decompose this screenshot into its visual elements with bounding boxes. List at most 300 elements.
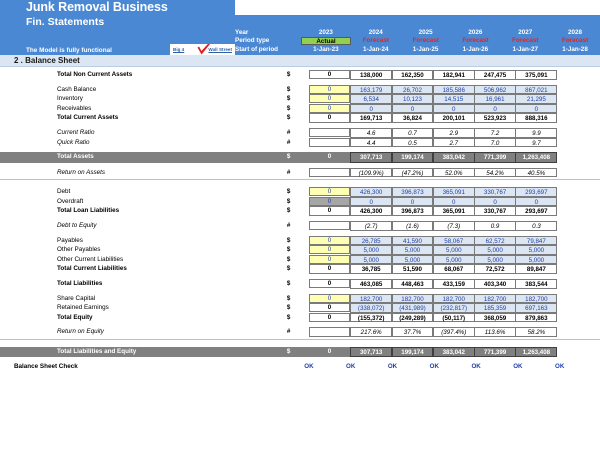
forecast-cells <box>350 245 600 255</box>
brand-logo <box>170 44 235 55</box>
cell-value[interactable]: (249,289) <box>392 313 434 323</box>
row-label: Current Ratio <box>57 128 95 136</box>
cell-value[interactable]: 506,962 <box>474 85 516 95</box>
cell-value[interactable]: 0 <box>515 197 557 207</box>
row-label: Other Payables <box>57 246 101 254</box>
period-type-cell: Forecast <box>362 36 390 44</box>
cell-value[interactable]: 368,059 <box>474 313 516 323</box>
cell-value[interactable]: 2.7 <box>433 138 475 148</box>
cell-value[interactable]: 396,873 <box>392 206 434 216</box>
row-unit: $ <box>286 236 291 244</box>
cell-2023[interactable] <box>309 104 351 114</box>
table-row <box>0 255 600 265</box>
start-date-cell: 1-Jan-25 <box>412 45 439 53</box>
cell-value[interactable]: 5,000 <box>515 245 557 255</box>
year-cell: 2027 <box>518 28 533 36</box>
status-badge: OK <box>513 363 523 371</box>
cell-value[interactable]: 182,700 <box>515 294 557 304</box>
label-year: Year <box>235 28 249 36</box>
cell-2023[interactable] <box>309 236 351 246</box>
forecast-cells <box>350 113 600 123</box>
row-unit: $ <box>286 188 291 196</box>
cell-value[interactable]: 0 <box>309 303 351 312</box>
row-unit: $ <box>286 95 291 103</box>
row-label: Total Loan Liabilities <box>57 207 120 215</box>
year-cell: 2026 <box>468 28 483 36</box>
cell-value[interactable]: (155,372) <box>350 313 392 323</box>
row-label: Debt <box>57 188 71 196</box>
table-row <box>0 104 600 114</box>
title-row-filler <box>235 0 600 15</box>
cell-value[interactable]: 40.5% <box>515 168 557 178</box>
row-unit: $ <box>286 197 291 205</box>
period-type-cell: Forecast <box>561 36 589 44</box>
cell-value[interactable]: 247,475 <box>474 70 516 80</box>
table-row <box>0 236 600 246</box>
row-unit: # <box>286 168 291 176</box>
table-row <box>0 70 600 80</box>
cell-value[interactable]: 0 <box>433 197 475 207</box>
logo-column <box>170 29 235 55</box>
cell-value[interactable]: 113.6% <box>474 327 516 337</box>
cell-value[interactable]: 771,399 <box>474 152 516 163</box>
cell-value[interactable]: 330,767 <box>474 206 516 216</box>
start-date-cell: 1-Jan-26 <box>462 45 489 53</box>
cell-value[interactable]: (431,989) <box>392 303 434 313</box>
cell-value[interactable]: 2.9 <box>433 128 475 138</box>
cell-value[interactable]: (50,117) <box>433 313 475 323</box>
row-unit: # <box>286 128 291 136</box>
cell-value[interactable]: 330,767 <box>474 187 516 197</box>
cell-2023[interactable] <box>309 303 351 313</box>
year-cell: 2028 <box>568 28 583 36</box>
header-band <box>0 29 600 55</box>
cell-empty[interactable] <box>309 138 351 147</box>
divider <box>0 339 600 340</box>
cell-value[interactable]: 0 <box>309 113 351 122</box>
row-label: Share Capital <box>57 294 96 302</box>
cell-empty[interactable] <box>309 168 351 177</box>
cell-value[interactable]: 383,042 <box>433 152 475 163</box>
cell-value[interactable]: 426,300 <box>350 206 392 216</box>
cell-value[interactable]: 182,700 <box>474 294 516 304</box>
row-label: Inventory <box>57 95 83 103</box>
cell-value[interactable]: 199,174 <box>392 152 434 163</box>
row-unit: $ <box>286 294 291 302</box>
title-row <box>0 0 600 15</box>
cell-2023[interactable] <box>309 197 351 207</box>
cell-value[interactable]: 36,785 <box>350 264 392 274</box>
cell-value[interactable]: 771,399 <box>474 347 516 358</box>
cell-2023[interactable]: 0 <box>309 152 351 163</box>
cell-value[interactable]: 0 <box>309 70 351 79</box>
start-date-row <box>301 46 600 54</box>
period-type-row <box>301 37 600 46</box>
cell-value[interactable]: 375,091 <box>515 70 557 80</box>
cell-value[interactable]: 9.7 <box>515 138 557 148</box>
forecast-cells <box>350 152 600 163</box>
row-label: Debt to Equity <box>57 222 97 230</box>
cell-value[interactable]: 0 <box>474 197 516 207</box>
cell-value[interactable]: 62,572 <box>474 236 516 246</box>
cell-value[interactable]: 0 <box>309 279 351 288</box>
cell-value[interactable]: 14,515 <box>433 94 475 104</box>
cell-value[interactable]: 200,101 <box>433 113 475 123</box>
table-row <box>0 152 600 163</box>
row-unit: $ <box>286 104 291 112</box>
table-row <box>0 113 600 123</box>
cell-value[interactable]: (232,817) <box>433 303 475 313</box>
status-badge: OK <box>555 363 565 371</box>
balance-check-row <box>0 362 600 372</box>
cell-value[interactable]: (397.4%) <box>433 327 475 337</box>
forecast-cells <box>350 206 600 216</box>
table-row <box>0 128 600 138</box>
cell-value[interactable]: 182,941 <box>433 70 475 80</box>
cell-value[interactable]: 185,359 <box>474 303 516 313</box>
subtitle-row <box>0 15 600 29</box>
cell-value[interactable]: 0.7 <box>392 128 434 138</box>
cell-value[interactable]: 5,000 <box>433 245 475 255</box>
cell-value[interactable]: 433,159 <box>433 279 475 289</box>
table-row <box>0 206 600 216</box>
row-unit: $ <box>286 246 291 254</box>
forecast-cells <box>350 221 600 231</box>
cell-value[interactable]: 182,700 <box>433 294 475 304</box>
cell-value[interactable]: 0 <box>433 104 475 114</box>
cell-2023[interactable] <box>309 221 351 231</box>
checkmark-icon <box>196 44 212 55</box>
cell-2023[interactable] <box>309 245 351 255</box>
cell-value[interactable]: 0 <box>392 104 434 114</box>
table-row <box>0 221 600 231</box>
table-row <box>0 245 600 255</box>
cell-value[interactable]: 0 <box>309 245 351 254</box>
cell-value[interactable]: 58.2% <box>515 327 557 337</box>
forecast-cells <box>350 255 600 265</box>
cell-value[interactable]: 54.2% <box>474 168 516 178</box>
cell-value[interactable]: 365,091 <box>433 187 475 197</box>
cell-value[interactable]: 7.0 <box>474 138 516 148</box>
cell-value[interactable]: 888,316 <box>515 113 557 123</box>
cell-2023[interactable] <box>309 264 351 274</box>
forecast-cells <box>350 94 600 104</box>
row-unit: # <box>286 328 291 336</box>
workbook-header <box>0 0 600 55</box>
row-unit: # <box>286 222 291 230</box>
row-label: Total Non Current Assets <box>57 71 133 78</box>
period-type-cell: Forecast <box>412 36 439 44</box>
row-unit: $ <box>286 71 291 78</box>
cell-value[interactable]: 1,263,408 <box>515 152 557 163</box>
row-unit: $ <box>286 280 291 287</box>
table-row <box>0 187 600 197</box>
label-period-type: Period type <box>235 37 270 44</box>
cell-2023[interactable] <box>309 206 351 216</box>
cell-value[interactable]: 138,000 <box>350 70 392 80</box>
cell-value[interactable]: 6,534 <box>350 94 392 104</box>
cell-value[interactable]: 383,042 <box>433 347 475 358</box>
cell-2023[interactable] <box>309 138 351 148</box>
status-badge: OK <box>429 363 439 371</box>
cell-value[interactable]: 185,586 <box>433 85 475 95</box>
model-status-note: The Model is fully functional <box>26 47 112 54</box>
forecast-cells <box>350 294 600 304</box>
cell-value[interactable]: 0 <box>309 85 351 94</box>
year-header-row <box>301 29 600 37</box>
cell-value[interactable]: (1.6) <box>392 221 434 231</box>
start-date-cell: 1-Jan-28 <box>562 45 588 53</box>
row-unit: $ <box>286 207 291 215</box>
cell-value[interactable]: 9.9 <box>515 128 557 138</box>
row-unit: $ <box>286 114 291 122</box>
cell-value[interactable]: 5,000 <box>350 245 392 255</box>
table-row <box>0 327 600 337</box>
cell-value[interactable]: 4.4 <box>350 138 392 148</box>
cell-value[interactable]: 879,863 <box>515 313 557 323</box>
cell-value[interactable]: 0 <box>309 104 351 113</box>
period-columns <box>301 29 600 55</box>
cell-2023[interactable] <box>309 279 351 289</box>
cell-value[interactable]: (2.7) <box>350 221 392 231</box>
cell-value[interactable]: 5,000 <box>474 245 516 255</box>
table-row <box>0 313 600 323</box>
cell-value[interactable]: 36,824 <box>392 113 434 123</box>
cell-value[interactable]: 0 <box>309 255 351 264</box>
cell-value[interactable]: 0 <box>474 104 516 114</box>
forecast-cells <box>350 303 600 313</box>
status-badge: OK <box>387 363 398 371</box>
row-label: Retained Earnings <box>57 304 109 312</box>
cell-value[interactable]: (109.9%) <box>350 168 392 178</box>
cell-value[interactable]: 7.2 <box>474 128 516 138</box>
cell-value[interactable]: 307,713 <box>350 152 392 163</box>
cell-value[interactable]: 217.6% <box>350 327 392 337</box>
row-label: Return on Equity <box>57 328 104 336</box>
cell-value[interactable]: 41,590 <box>392 236 434 246</box>
cell-2023[interactable] <box>309 128 351 138</box>
cell-value[interactable]: 10,123 <box>392 94 434 104</box>
year-cell: 2023 <box>318 28 333 36</box>
forecast-cells <box>350 187 600 197</box>
cell-value[interactable]: 16,961 <box>474 94 516 104</box>
cell-2023[interactable] <box>309 94 351 104</box>
row-label: Total Current Liabilities <box>57 265 127 273</box>
cell-value[interactable]: 307,713 <box>350 347 392 358</box>
row-unit: # <box>286 138 291 146</box>
cell-value[interactable]: 182,700 <box>350 294 392 304</box>
status-badge: OK <box>304 363 314 371</box>
header-row-labels <box>235 29 301 55</box>
balance-check-label: Balance Sheet Check <box>14 363 78 371</box>
cell-value[interactable]: (7.3) <box>433 221 475 231</box>
cell-value[interactable]: 0 <box>309 264 351 273</box>
cell-2023[interactable] <box>309 168 351 178</box>
cell-2023[interactable] <box>309 113 351 123</box>
forecast-cells <box>350 264 600 274</box>
table-row <box>0 197 600 207</box>
forecast-cells <box>350 279 600 289</box>
page-subtitle: Fin. Statements <box>26 16 105 28</box>
cell-value[interactable]: (338,072) <box>350 303 392 313</box>
cell-value[interactable]: 89,847 <box>515 264 557 274</box>
cell-value[interactable]: 162,350 <box>392 70 434 80</box>
year-cell: 2024 <box>368 28 383 36</box>
cell-2023[interactable] <box>309 187 351 197</box>
cell-2023[interactable] <box>309 85 351 95</box>
cell-value[interactable]: 0 <box>309 187 351 196</box>
table-row <box>0 279 600 289</box>
row-label: Total Equity <box>57 313 93 321</box>
cell-value[interactable]: 199,174 <box>392 347 434 358</box>
table-row <box>0 168 600 178</box>
cell-value[interactable]: 163,179 <box>350 85 392 95</box>
year-cell: 2025 <box>418 28 433 36</box>
row-label: Other Current Liabilities <box>57 255 124 263</box>
table-row <box>0 85 600 95</box>
cell-value[interactable]: 0 <box>309 294 351 303</box>
cell-value[interactable]: 0 <box>309 236 351 245</box>
cell-value[interactable]: 1,263,408 <box>515 347 557 358</box>
cell-2023[interactable] <box>309 327 351 337</box>
row-unit: $ <box>286 304 291 312</box>
cell-value[interactable]: (47.2%) <box>392 168 434 178</box>
row-label: Cash Balance <box>57 85 97 93</box>
cell-value[interactable]: 5,000 <box>515 255 557 265</box>
cell-value[interactable]: 5,000 <box>392 255 434 265</box>
cell-value[interactable]: 0 <box>309 94 351 103</box>
cell-value[interactable]: 365,091 <box>433 206 475 216</box>
label-start-of-period: Start of period <box>235 45 279 53</box>
model-note-wrap <box>0 29 170 55</box>
table-row <box>0 347 600 358</box>
cell-value[interactable]: 4.6 <box>350 128 392 138</box>
cell-value[interactable]: 51,590 <box>392 264 434 274</box>
cell-value[interactable]: 26,785 <box>350 236 392 246</box>
cell-value[interactable]: 68,067 <box>433 264 475 274</box>
cell-value[interactable]: 293,697 <box>515 206 557 216</box>
cell-2023[interactable] <box>309 255 351 265</box>
cell-value[interactable]: 463,085 <box>350 279 392 289</box>
forecast-cells <box>350 168 600 178</box>
cell-value[interactable]: 396,873 <box>392 187 434 197</box>
cell-empty[interactable] <box>309 327 351 336</box>
cell-value[interactable]: 523,923 <box>474 113 516 123</box>
divider <box>0 179 600 180</box>
company-title: Junk Removal Business <box>0 0 235 15</box>
row-label: Total Liabilities and Equity <box>0 347 287 358</box>
start-date-cell: 1-Jan-27 <box>512 45 538 53</box>
table-row <box>0 94 600 104</box>
cell-value[interactable]: 0.3 <box>515 221 557 231</box>
cell-value[interactable]: 21,295 <box>515 94 557 104</box>
row-unit: $ <box>287 347 309 358</box>
cell-value[interactable]: 0 <box>350 197 392 207</box>
balance-sheet-table <box>0 67 600 372</box>
cell-value[interactable]: 182,700 <box>392 294 434 304</box>
cell-value[interactable]: 72,572 <box>474 264 516 274</box>
cell-value[interactable]: 403,340 <box>474 279 516 289</box>
table-row <box>0 264 600 274</box>
cell-2023[interactable] <box>309 313 351 323</box>
table-row <box>0 138 600 148</box>
row-unit: $ <box>286 313 291 321</box>
table-row <box>0 294 600 304</box>
period-type-cell: Forecast <box>512 36 539 44</box>
cell-value[interactable]: 0 <box>309 197 351 206</box>
cell-value[interactable]: 448,463 <box>392 279 434 289</box>
cell-value[interactable]: 0 <box>350 104 392 114</box>
row-label: Receivables <box>57 104 92 112</box>
forecast-cells <box>350 327 600 337</box>
cell-2023[interactable] <box>309 294 351 304</box>
status-badge: OK <box>346 363 356 371</box>
forecast-cells <box>350 347 600 358</box>
row-label: Return on Assets <box>57 168 106 176</box>
cell-value[interactable]: 37.7% <box>392 327 434 337</box>
start-date-cell: 1-Jan-23 <box>313 45 339 53</box>
cell-value[interactable]: 52.0% <box>433 168 475 178</box>
cell-value[interactable]: 0 <box>515 104 557 114</box>
cell-value[interactable]: 867,021 <box>515 85 557 95</box>
cell-value[interactable]: 26,702 <box>392 85 434 95</box>
start-date-cell: 1-Jan-24 <box>362 45 389 53</box>
status-badge: OK <box>471 363 481 371</box>
row-label: Quick Ratio <box>57 138 90 146</box>
logo-text-left: Big 4 <box>173 46 185 52</box>
row-label: Total Assets <box>0 152 287 163</box>
row-unit: $ <box>286 85 291 93</box>
cell-value[interactable]: 0.9 <box>474 221 516 231</box>
period-type-cell: Forecast <box>462 36 489 44</box>
cell-value[interactable]: 5,000 <box>350 255 392 265</box>
forecast-cells <box>350 197 600 207</box>
row-unit: $ <box>286 255 291 263</box>
cell-value[interactable]: 169,713 <box>350 113 392 123</box>
cell-value[interactable]: 293,697 <box>515 187 557 197</box>
forecast-cells <box>350 128 600 138</box>
cell-value[interactable]: 5,000 <box>392 245 434 255</box>
forecast-cells <box>350 85 600 95</box>
row-label: Total Current Assets <box>57 114 119 122</box>
cell-value[interactable]: 0 <box>309 313 351 322</box>
cell-2023[interactable] <box>309 70 351 80</box>
cell-value[interactable]: 5,000 <box>433 255 475 265</box>
cell-value[interactable]: 79,847 <box>515 236 557 246</box>
cell-empty[interactable] <box>309 128 351 137</box>
forecast-cells <box>350 104 600 114</box>
cell-value[interactable]: 697,163 <box>515 303 557 313</box>
cell-value[interactable]: 0 <box>392 197 434 207</box>
cell-value[interactable]: 383,544 <box>515 279 557 289</box>
cell-value[interactable]: 5,000 <box>474 255 516 265</box>
section-title: 2 . Balance Sheet <box>14 56 80 65</box>
cell-value[interactable]: 0 <box>309 206 351 215</box>
period-type-cell: Actual <box>301 37 351 46</box>
row-unit: $ <box>287 152 309 163</box>
row-unit: $ <box>286 265 291 273</box>
logo-text-right: Wall Street <box>208 46 232 52</box>
forecast-cells <box>350 70 600 80</box>
cell-value[interactable]: 0.5 <box>392 138 434 148</box>
cell-value[interactable]: 58,067 <box>433 236 475 246</box>
forecast-cells <box>350 138 600 148</box>
row-label: Payables <box>57 236 83 244</box>
forecast-cells <box>350 236 600 246</box>
cell-2023[interactable]: 0 <box>309 347 351 358</box>
cell-value[interactable]: 426,300 <box>350 187 392 197</box>
cell-empty[interactable] <box>309 221 351 230</box>
